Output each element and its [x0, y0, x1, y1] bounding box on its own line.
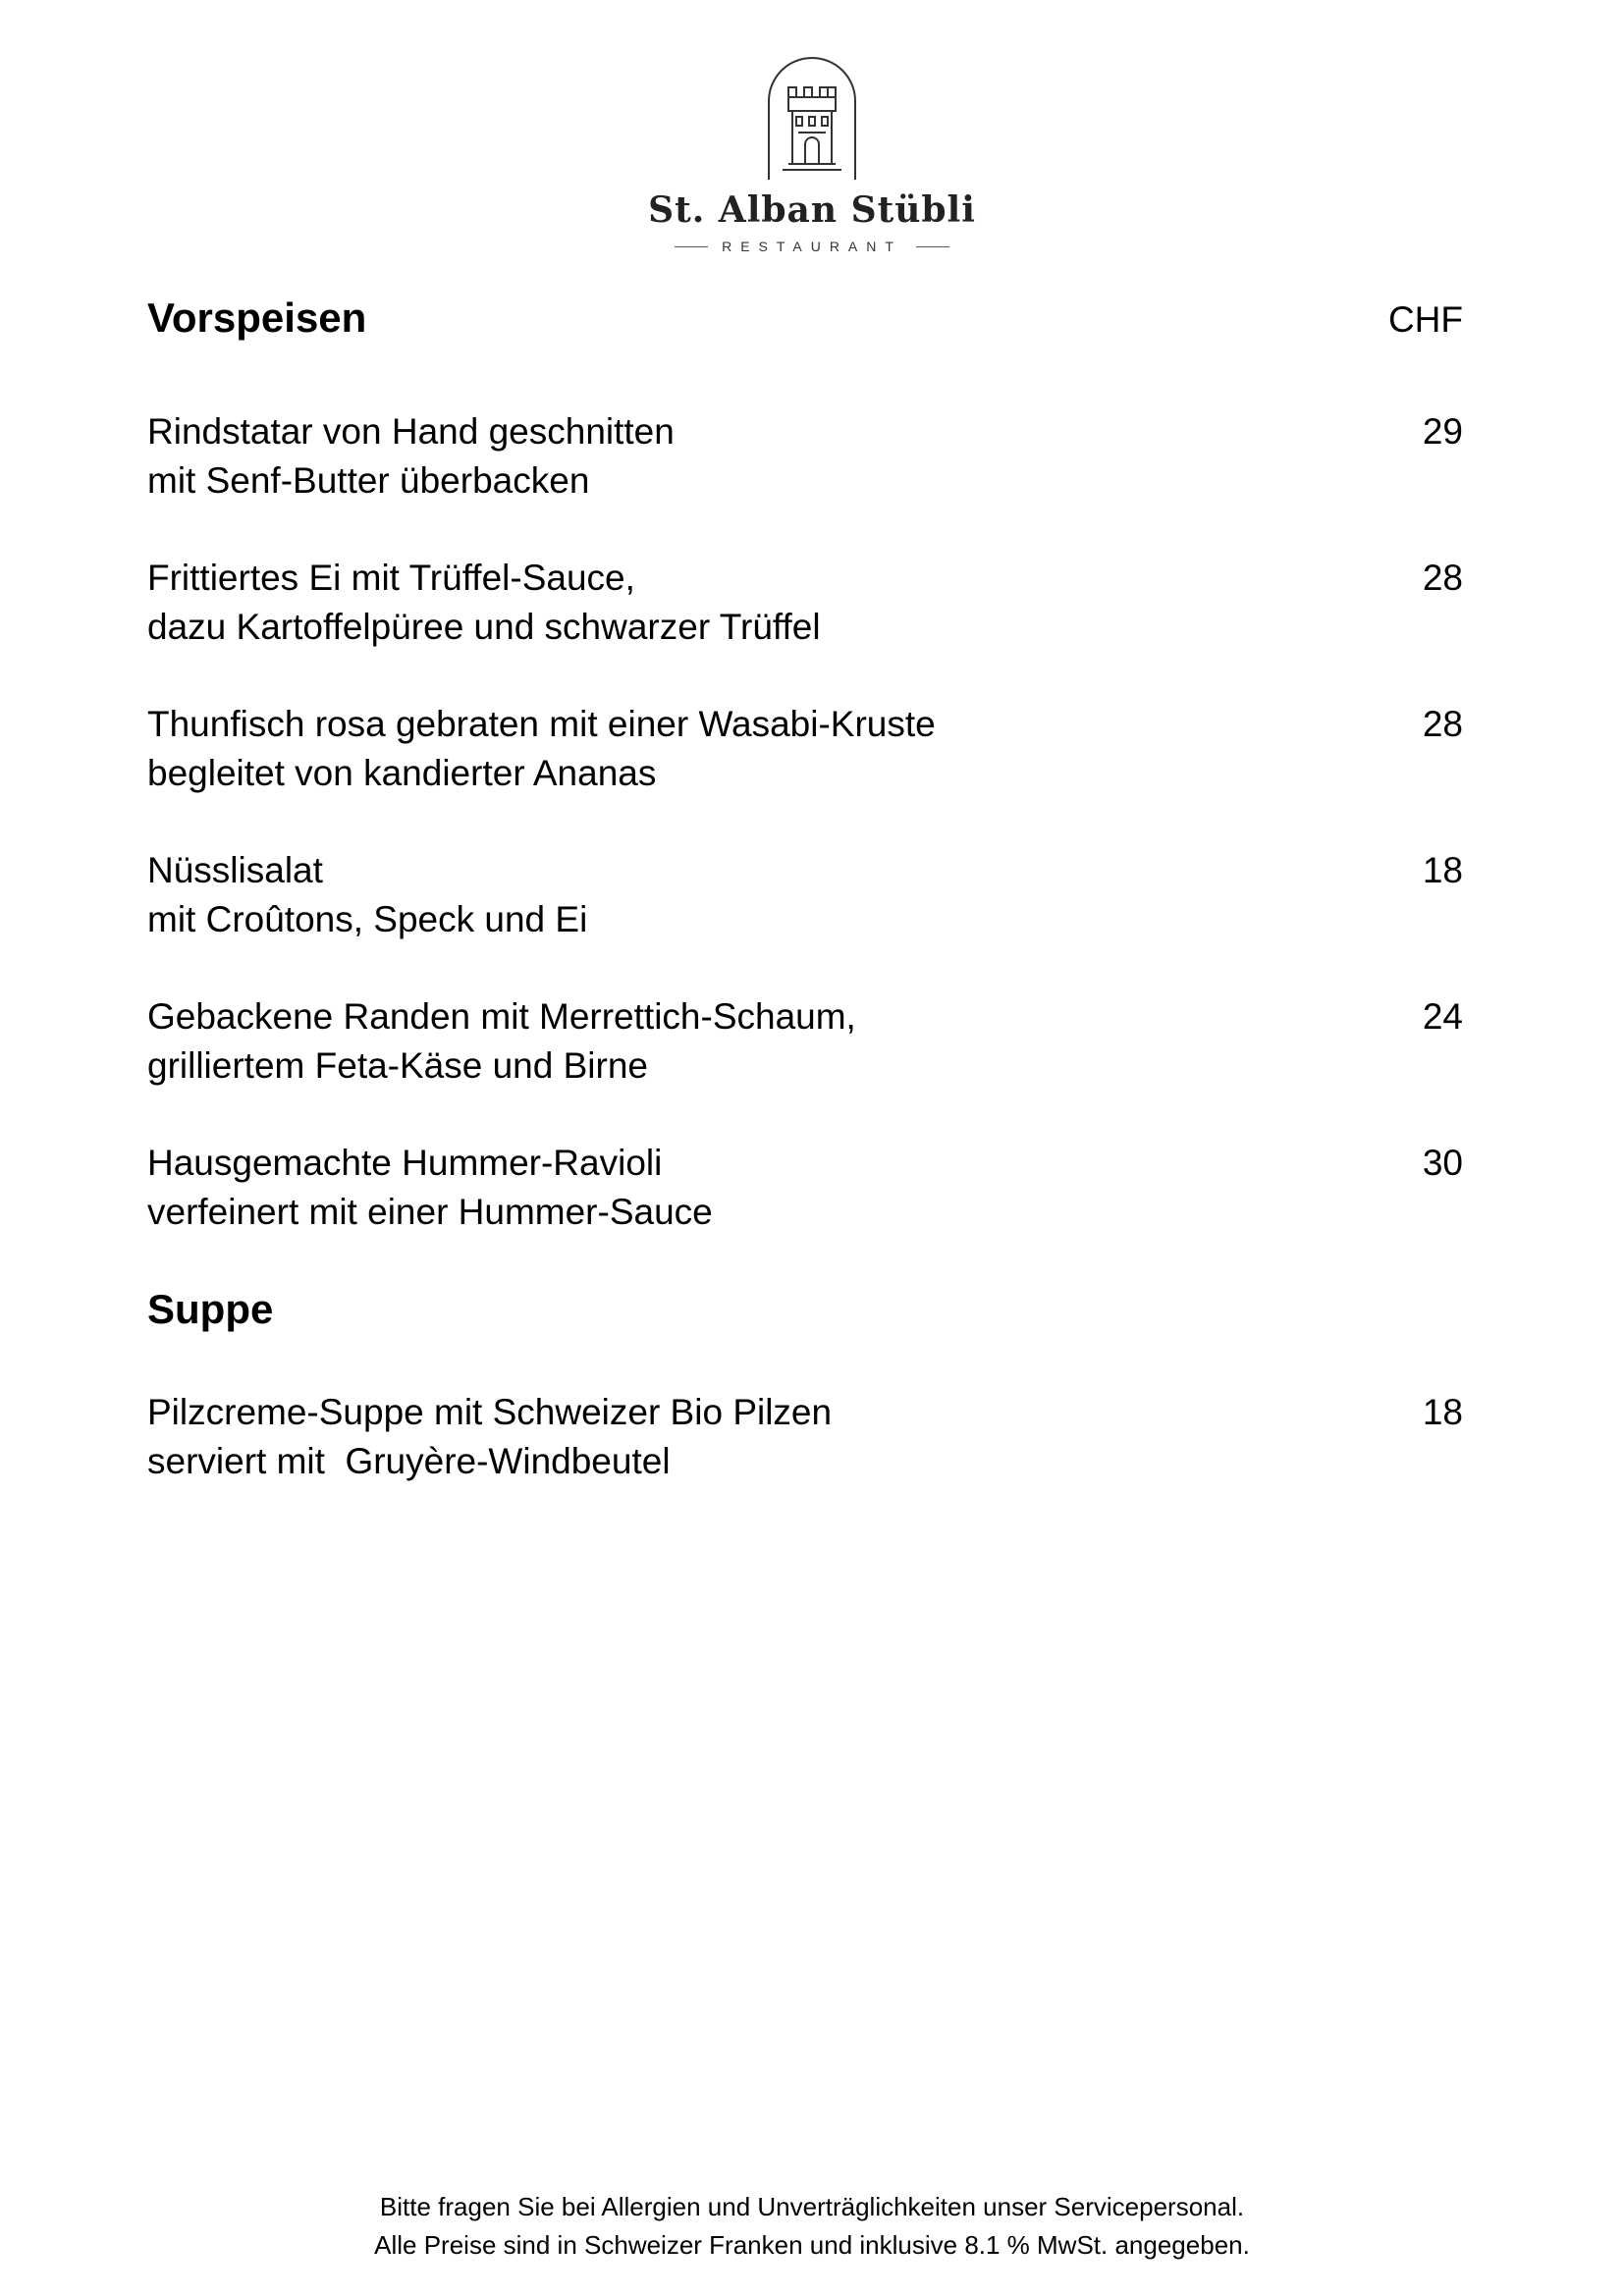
divider-left [675, 246, 708, 247]
item-description: mit Senf-Butter überbacken [147, 460, 590, 501]
item-name: Thunfisch rosa gebraten mit einer Wasabi-Kruste [147, 704, 936, 744]
item-description: serviert mit Gruyère-Windbeutel [147, 1441, 671, 1481]
item-name: Pilzcreme-Suppe mit Schweizer Bio Pilzen [147, 1392, 833, 1432]
item-name: Hausgemachte Hummer-Ravioli [147, 1143, 663, 1183]
menu-item [147, 700, 1463, 798]
price-note: Alle Preise sind in Schweizer Franken und inklusive 8.1 % MwSt. angegeben. [374, 2230, 1250, 2260]
restaurant-subtitle [675, 239, 949, 254]
section-header [147, 1286, 1463, 1333]
tower-arch-icon [765, 54, 859, 182]
item-price: 28 [1422, 704, 1463, 744]
item-name: Frittiertes Ei mit Trüffel-Sauce, [147, 558, 635, 598]
menu-item [147, 1388, 1463, 1486]
item-description: mit Croûtons, Speck und Ei [147, 899, 588, 939]
item-description: grilliertem Feta-Käse und Birne [147, 1045, 648, 1086]
item-description: verfeinert mit einer Hummer-Sauce [147, 1192, 713, 1232]
item-description: begleitet von kandierter Ananas [147, 753, 657, 793]
section-suppe [147, 1286, 1463, 1333]
item-price: 28 [1422, 558, 1463, 598]
item-name: Gebackene Randen mit Merrettich-Schaum, [147, 996, 856, 1037]
section-title: Suppe [147, 1286, 274, 1332]
item-name: Nüsslisalat [147, 850, 323, 890]
item-description: dazu Kartoffelpüree und schwarzer Trüffel [147, 607, 821, 647]
section-title: Vorspeisen [147, 294, 367, 341]
menu-item [147, 846, 1463, 944]
menu-item [147, 407, 1463, 506]
currency-label: CHF [1387, 299, 1463, 340]
menu-item [147, 992, 1463, 1091]
restaurant-header [0, 54, 1624, 254]
item-price: 30 [1422, 1143, 1463, 1183]
subtitle-text: RESTAURANT [722, 239, 902, 254]
menu-item [147, 554, 1463, 652]
item-price: 18 [1422, 850, 1463, 890]
footer-note [0, 2188, 1624, 2265]
allergy-note: Bitte fragen Sie bei Allergien und Unverträglichkeiten unser Servicepersonal. [379, 2192, 1245, 2221]
item-price: 24 [1422, 996, 1463, 1037]
divider-right [916, 246, 949, 247]
section-vorspeisen [147, 294, 1463, 342]
item-name: Rindstatar von Hand geschnitten [147, 411, 675, 452]
menu-item [147, 1139, 1463, 1237]
item-price: 29 [1422, 411, 1463, 452]
section-header [147, 294, 1463, 342]
restaurant-name: St. Alban Stübli [648, 189, 976, 231]
item-price: 18 [1422, 1392, 1463, 1432]
